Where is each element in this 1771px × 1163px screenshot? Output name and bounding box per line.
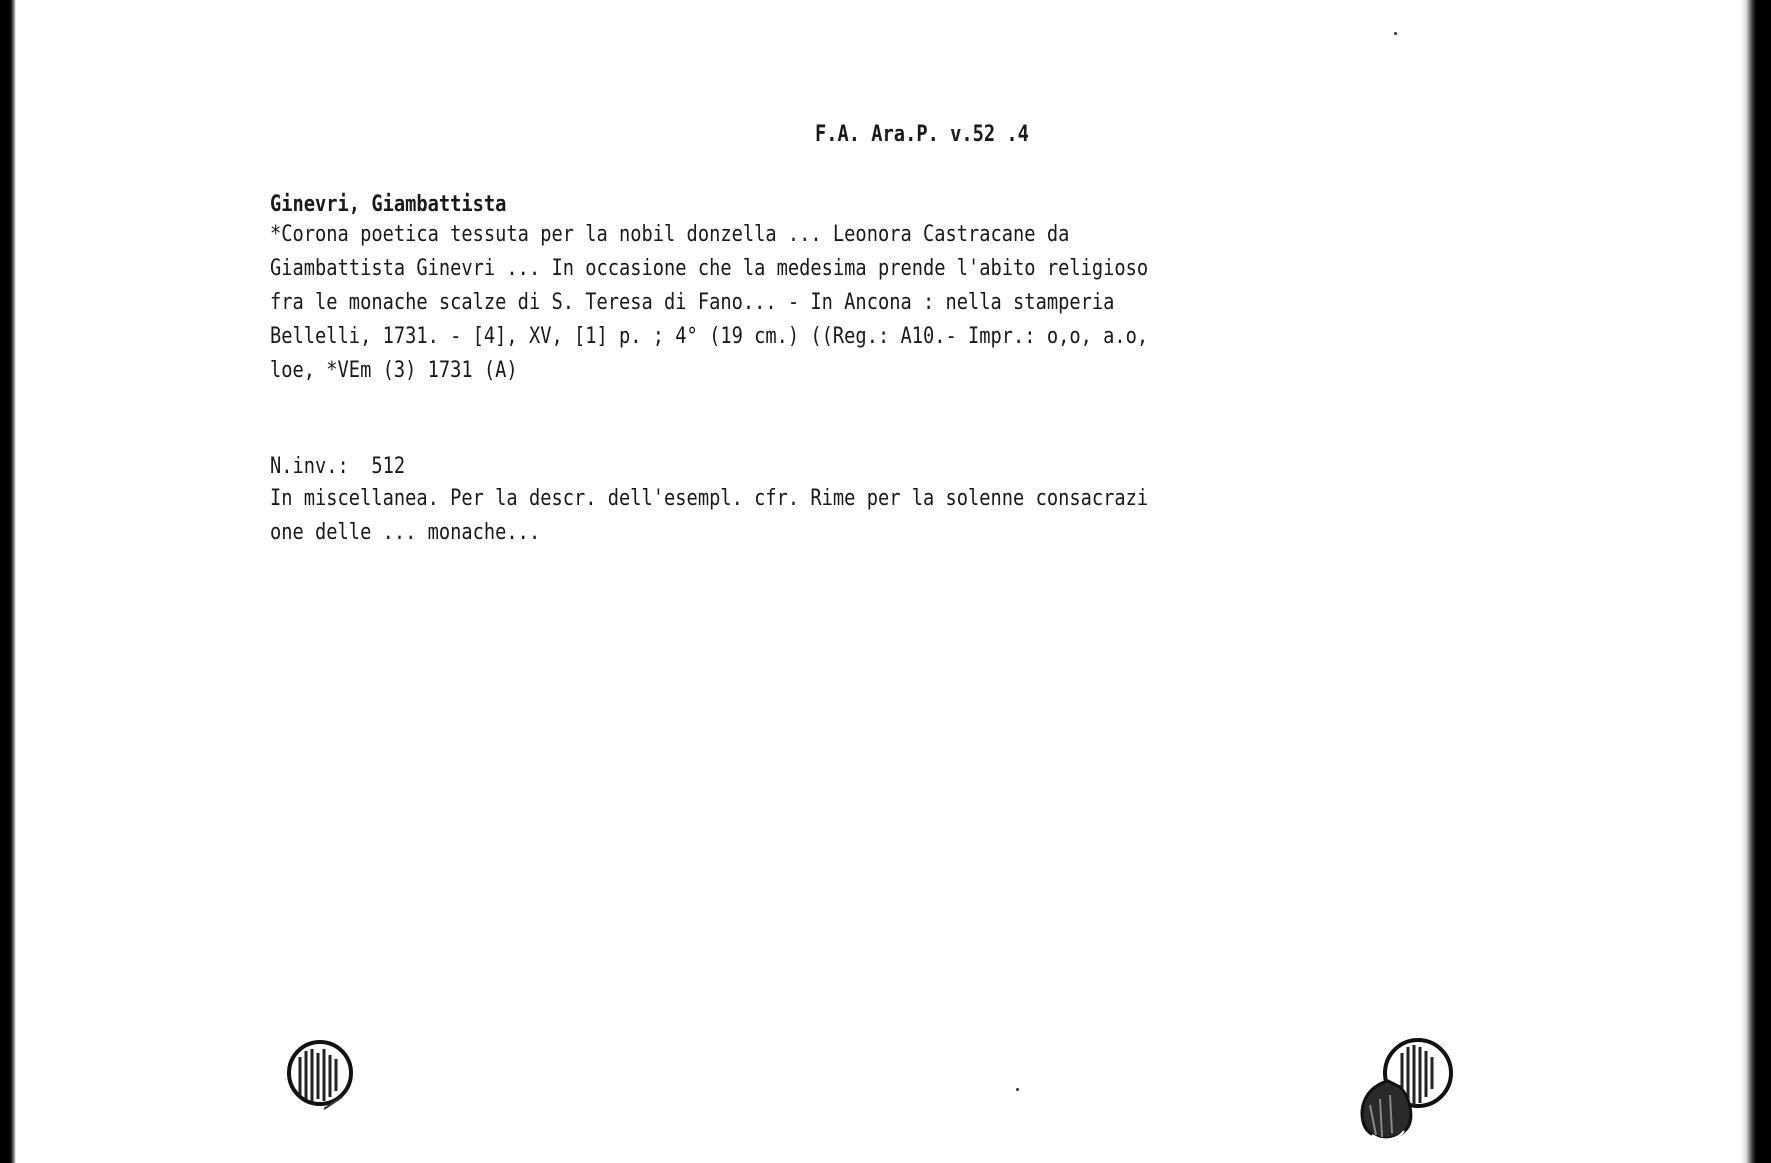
- scan-speck: [1394, 32, 1397, 35]
- shelfmark: F.A. Ara.P. v.52 .4: [815, 122, 1029, 147]
- scan-speck: [1016, 1088, 1019, 1091]
- description-line: fra le monache scalze di S. Teresa di Fano... - In Ancona : nella stamperia: [270, 290, 1115, 315]
- description-line: *Corona poetica tessuta per la nobil donzella ... Leonora Castracane da: [270, 222, 1070, 247]
- note-line: one delle ... monache...: [270, 520, 541, 545]
- scan-left-edge: [0, 0, 16, 1163]
- note-line: In miscellanea. Per la descr. dell'esempl. cfr. Rime per la solenne consacrazi: [270, 486, 1149, 511]
- description-line: Bellelli, 1731. - [4], XV, [1] p. ; 4° (19 cm.) ((Reg.: A10.- Impr.: o,o, a.o,: [270, 324, 1149, 349]
- scan-right-edge: [1740, 0, 1771, 1163]
- bibliographic-description: [270, 218, 1148, 388]
- description-line: loe, *VEm (3) 1731 (A): [270, 358, 518, 383]
- inventory-number: N.inv.: 512: [270, 454, 406, 479]
- punch-hole-right: [1348, 1035, 1460, 1147]
- punch-hole-left: [284, 1035, 358, 1115]
- author-heading: Ginevri, Giambattista: [270, 192, 507, 217]
- description-line: Giambattista Ginevri ... In occasione che la medesima prende l'abito religioso: [270, 256, 1149, 281]
- copy-note: [270, 482, 1148, 550]
